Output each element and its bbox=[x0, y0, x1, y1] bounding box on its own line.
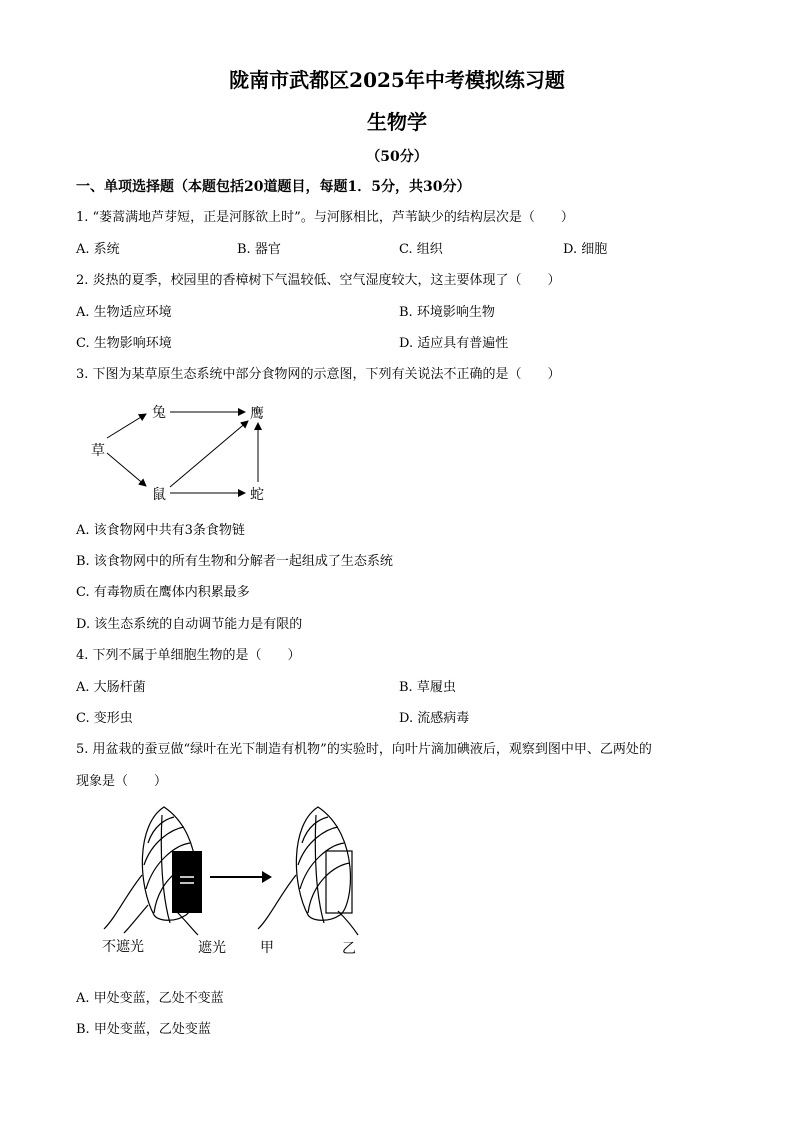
exam-title: 陇南市武都区2025年中考模拟练习题 bbox=[229, 68, 565, 92]
question-5-stem-line-2: 现象是（ ） bbox=[76, 774, 168, 789]
arrow-grass-to-mouse bbox=[107, 453, 146, 486]
section-heading: 一、单项选择题（本题包括20道题目，每题1．5分，共30分） bbox=[76, 179, 471, 195]
question-3-option-c[interactable]: C. 有毒物质在鹰体内积累最多 bbox=[76, 585, 250, 600]
question-5-stem-line-1: 5. 用盆栽的蚕豆做“绿叶在光下制造有机物”的实验时，向叶片滴加碘液后，观察到图中甲、乙两处的 bbox=[76, 742, 652, 757]
question-1-option-d[interactable]: D. 细胞 bbox=[563, 242, 608, 257]
arrow-mouse-to-eagle bbox=[170, 421, 248, 487]
total-score: （50分） bbox=[366, 149, 428, 165]
arrow-grass-to-rabbit bbox=[107, 414, 146, 438]
label-unshaded: 不遮光 bbox=[102, 939, 144, 955]
leaf-after-icon bbox=[258, 807, 358, 935]
leaf-experiment-diagram bbox=[96, 805, 376, 965]
question-4-option-d[interactable]: D. 流感病毒 bbox=[399, 711, 470, 726]
question-3-option-b[interactable]: B. 该食物网中的所有生物和分解者一起组成了生态系统 bbox=[76, 554, 393, 569]
question-2-option-d[interactable]: D. 适应具有普遍性 bbox=[399, 336, 509, 351]
question-3-option-d[interactable]: D. 该生态系统的自动调节能力是有限的 bbox=[76, 617, 303, 632]
question-4-option-c[interactable]: C. 变形虫 bbox=[76, 711, 133, 726]
question-3-stem: 3. 下图为某草原生态系统中部分食物网的示意图，下列有关说法不正确的是（ ） bbox=[76, 367, 561, 382]
label-shaded: 遮光 bbox=[198, 940, 226, 956]
subject-title: 生物学 bbox=[367, 110, 427, 134]
organism-mouse-label: 鼠 bbox=[152, 487, 166, 503]
light-shield-foil bbox=[172, 851, 202, 913]
food-web-diagram bbox=[80, 396, 300, 508]
question-2-option-c[interactable]: C. 生物影响环境 bbox=[76, 336, 172, 351]
organism-rabbit-label: 兔 bbox=[152, 405, 166, 421]
question-1-option-a[interactable]: A. 系统 bbox=[76, 242, 120, 257]
question-2-option-b[interactable]: B. 环境影响生物 bbox=[399, 305, 495, 320]
question-4-option-a[interactable]: A. 大肠杆菌 bbox=[76, 680, 146, 695]
organism-eagle-label: 鹰 bbox=[250, 406, 264, 422]
organism-grass-label: 草 bbox=[91, 443, 105, 459]
question-4-option-b[interactable]: B. 草履虫 bbox=[399, 680, 456, 695]
question-3-option-a[interactable]: A. 该食物网中共有3条食物链 bbox=[76, 523, 245, 538]
question-1-option-c[interactable]: C. 组织 bbox=[399, 242, 443, 257]
question-1-option-b[interactable]: B. 器官 bbox=[237, 242, 281, 257]
question-1-stem: 1. “蒌蒿满地芦芽短，正是河豚欲上时”。与河豚相比，芦苇缺少的结构层次是（ ） bbox=[76, 210, 574, 225]
question-2-stem: 2. 炎热的夏季，校园里的香樟树下气温较低、空气湿度较大，这主要体现了（ ） bbox=[76, 273, 561, 288]
question-4-stem: 4. 下列不属于单细胞生物的是（ ） bbox=[76, 648, 301, 663]
question-2-option-a[interactable]: A. 生物适应环境 bbox=[76, 305, 172, 320]
question-5-option-b[interactable]: B. 甲处变蓝，乙处变蓝 bbox=[76, 1022, 211, 1037]
question-5-option-a[interactable]: A. 甲处变蓝，乙处不变蓝 bbox=[76, 991, 224, 1006]
label-jia: 甲 bbox=[260, 940, 274, 956]
label-yi: 乙 bbox=[342, 941, 356, 957]
organism-snake-label: 蛇 bbox=[250, 487, 264, 503]
